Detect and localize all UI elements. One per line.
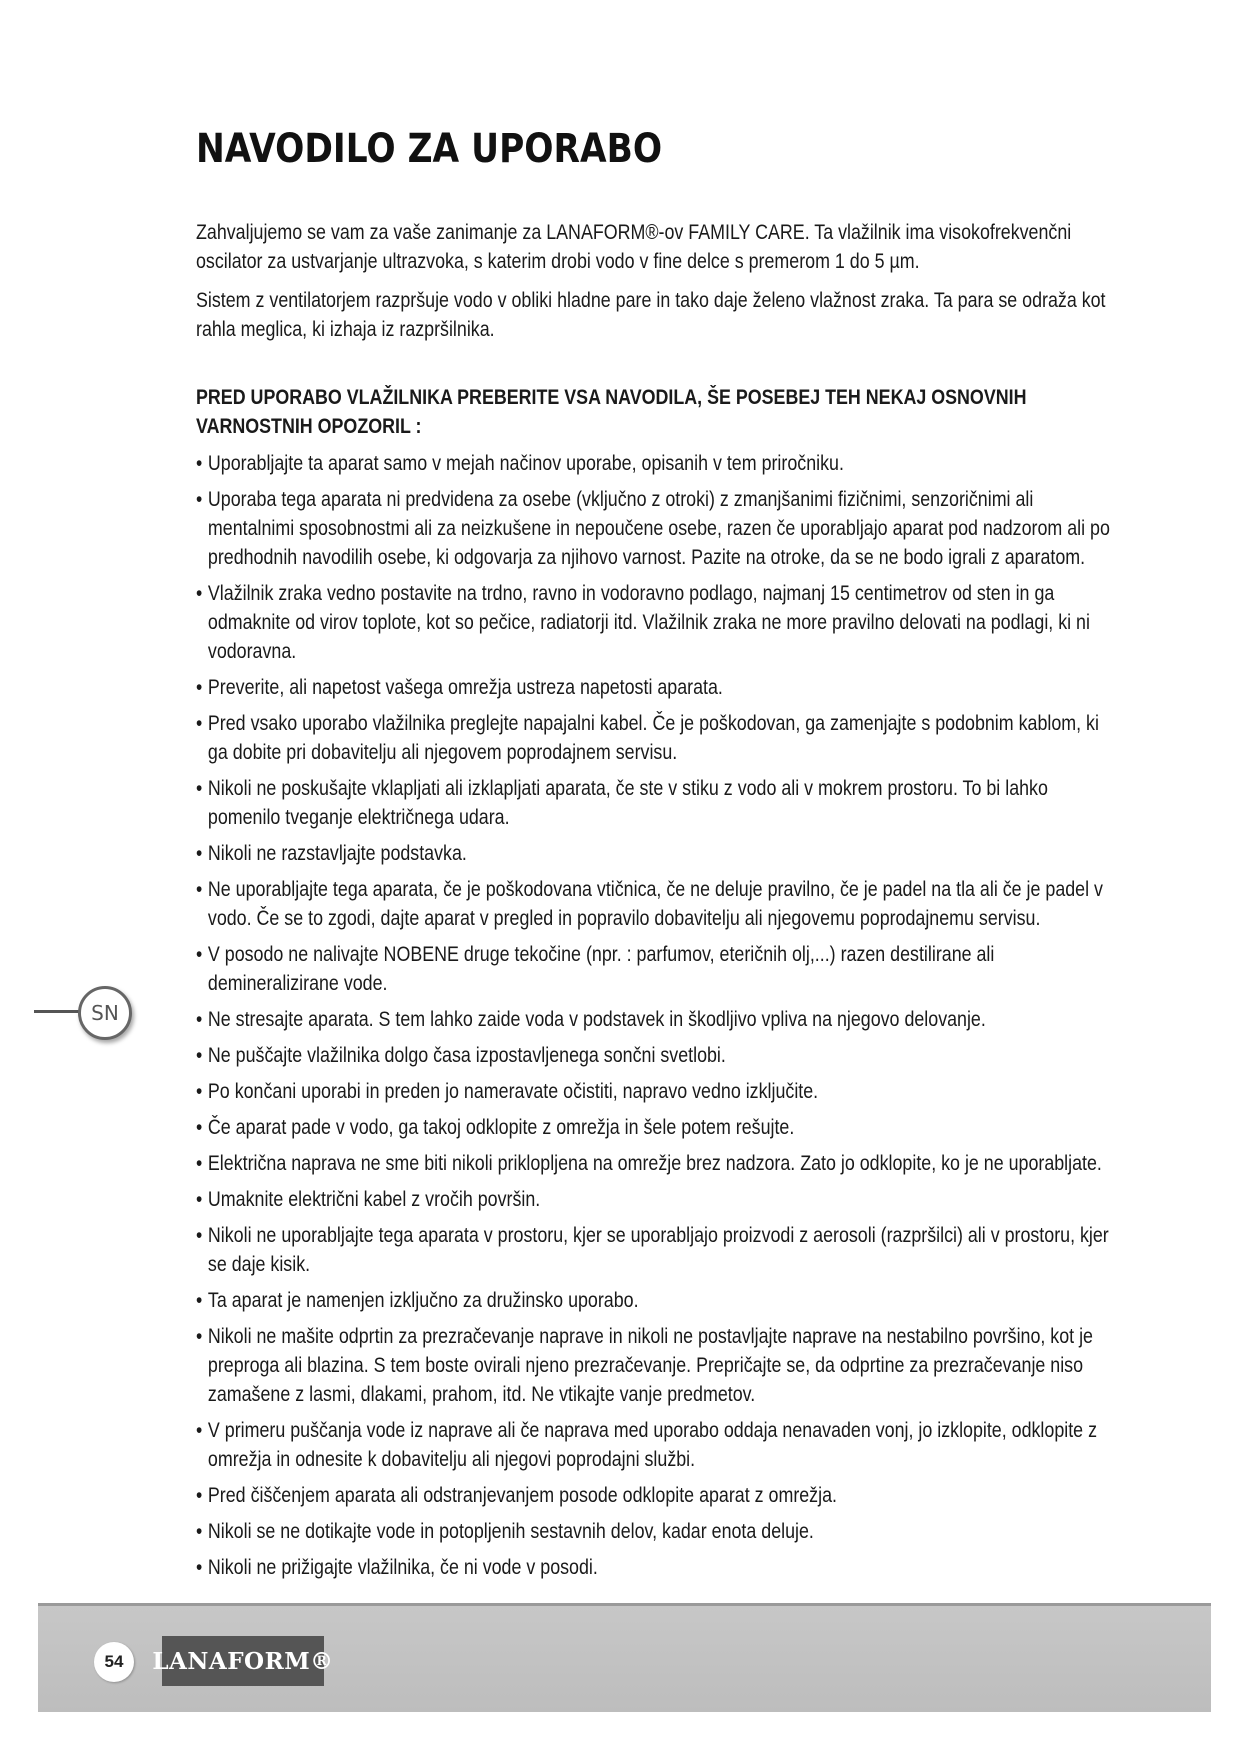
safety-rule-item <box>196 1221 1114 1279</box>
bullet-icon: • <box>196 1520 203 1543</box>
safety-rule-text: Nikoli ne poskušajte vklapljati ali izklapljati aparata, če ste v stiku z vodo ali v mokrem prostoru. To bi lahko pomenilo tveganje električnega udara. <box>207 777 1048 829</box>
safety-rule-text: Pred čiščenjem aparata ali odstranjevanjem posode odklopite aparat z omrežja. <box>207 1484 837 1507</box>
safety-rule-text: Uporaba tega aparata ni predvidena za osebe (vključno z otroki) z zmanjšanimi fizičnimi, senzoričnimi ali mentalnimi sposobnostmi ali za neizkušene in nepoučene osebe, razen če uporabljajo aparat pod nadzorom ali po predhodnih navodilih osebe, ki odgovarja za njihovo varnost. Pazite na otroke, da se ne bodo igrali z aparatom. <box>207 488 1110 569</box>
page-title: NAVODILO ZA UPORABO <box>196 126 663 172</box>
safety-rule-item <box>196 1286 1114 1315</box>
intro-section <box>196 218 1114 354</box>
safety-rule-item <box>196 1005 1114 1034</box>
intro-paragraph: Zahvaljujemo se vam za vaše zanimanje za LANAFORM®-ov FAMILY CARE. Ta vlažilnik ima visokofrekvenčni oscilator za ustvarjanje ultrazvoka, s katerim drobi vodo v fine delce s premerom 1 do 5 µm. <box>196 221 1072 273</box>
safety-rule-text: V posodo ne nalivajte NOBENE druge tekočine (npr. : parfumov, eteričnih olj,...) razen destilirane ali demineralizirane vode. <box>207 943 995 995</box>
safety-rule-item <box>196 1553 1114 1582</box>
tab-connector-line <box>34 1010 82 1013</box>
safety-rule-item <box>196 485 1114 572</box>
bullet-icon: • <box>196 943 203 966</box>
safety-rule-item <box>196 1481 1114 1510</box>
safety-rule-text: Pred vsako uporabo vlažilnika preglejte napajalni kabel. Če je poškodovan, ga zamenjajte s podobnim kablom, ki ga dobite pri dobavitelju ali njegovem poprodajnem servisu. <box>207 712 1099 764</box>
safety-rule-text: V primeru puščanja vode iz naprave ali če naprava med uporabo oddaja nenavaden vonj, jo izklopite, odklopite z omrežja in odnesite k dobavitelju ali njegovi poprodajni službi. <box>207 1419 1097 1471</box>
safety-rule-item <box>196 875 1114 933</box>
safety-rule-item <box>196 1041 1114 1070</box>
safety-rule-text: Ta aparat je namenjen izključno za družinsko uporabo. <box>207 1289 639 1312</box>
bullet-icon: • <box>196 1419 203 1442</box>
safety-rule-text: Nikoli ne razstavljajte podstavka. <box>207 842 467 865</box>
page-number: 54 <box>94 1642 134 1682</box>
safety-rule-text: Uporabljajte ta aparat samo v mejah načinov uporabe, opisanih v tem priročniku. <box>207 452 844 475</box>
safety-rule-text: Nikoli ne mašite odprtin za prezračevanje naprave in nikoli ne postavljajte naprave na nestabilno površino, kot je preproga ali blazina. S tem boste ovirali njeno prezračevanje. Prepričajte se, da odprtine za prezračevanje niso zamašene z lasmi, dlakami, prahom, itd. Ne vtikajte vanje predmetov. <box>207 1325 1093 1406</box>
bullet-icon: • <box>196 1556 203 1579</box>
safety-rule-text: Preverite, ali napetost vašega omrežja ustreza napetosti aparata. <box>207 676 723 699</box>
safety-rule-item <box>196 449 1114 478</box>
bullet-icon: • <box>196 1080 203 1103</box>
language-tab-label: SN <box>78 986 132 1040</box>
safety-rule-item <box>196 774 1114 832</box>
safety-rule-item <box>196 940 1114 998</box>
safety-rule-item <box>196 1113 1114 1142</box>
bullet-icon: • <box>196 842 203 865</box>
safety-rules-list <box>196 449 1114 1589</box>
safety-rule-text: Ne uporabljajte tega aparata, če je poškodovana vtičnica, če ne deluje pravilno, če je padel na tla ali če je padel v vodo. Če se to zgodi, dajte aparat v pregled in popravilo dobavitelju ali njegovemu poprodajnemu servisu. <box>207 878 1103 930</box>
safety-rule-item <box>196 1149 1114 1178</box>
safety-warning-heading: PRED UPORABO VLAŽILNIKA PREBERITE VSA NAVODILA, ŠE POSEBEJ TEH NEKAJ OSNOVNIH VARNOSTNIH OPOZORIL : <box>196 386 1027 438</box>
safety-rule-text: Električna naprava ne sme biti nikoli priklopljena na omrežje brez nadzora. Zato jo odklopite, ko je ne uporabljate. <box>207 1152 1102 1175</box>
bullet-icon: • <box>196 582 203 605</box>
bullet-icon: • <box>196 878 203 901</box>
bullet-icon: • <box>196 1044 203 1067</box>
safety-rule-text: Nikoli ne uporabljajte tega aparata v prostoru, kjer se uporabljajo proizvodi z aerosoli (razpršilci) ali v prostoru, kjer se daje kisik. <box>207 1224 1109 1276</box>
safety-rule-item <box>196 673 1114 702</box>
brand-logo: LANAFORM® <box>162 1636 324 1686</box>
bullet-icon: • <box>196 1484 203 1507</box>
bullet-icon: • <box>196 1008 203 1031</box>
safety-rule-text: Ne stresajte aparata. S tem lahko zaide voda v podstavek in škodljivo vpliva na njegovo delovanje. <box>207 1008 986 1031</box>
safety-rule-item <box>196 839 1114 868</box>
safety-rule-text: Vlažilnik zraka vedno postavite na trdno, ravno in vodoravno podlago, najmanj 15 centimetrov od sten in ga odmaknite od virov toplote, kot so pečice, radiatorji itd. Vlažilnik zraka ne more pravilno delovati na podlagi, ki ni vodoravna. <box>207 582 1090 663</box>
safety-rule-text: Umaknite električni kabel z vročih površin. <box>207 1188 541 1211</box>
safety-rule-text: Ne puščajte vlažilnika dolgo časa izpostavljenega sončni svetlobi. <box>207 1044 726 1067</box>
safety-rule-text: Če aparat pade v vodo, ga takoj odklopite z omrežja in šele potem rešujte. <box>207 1116 795 1139</box>
safety-rule-text: Nikoli se ne dotikajte vode in potopljenih sestavnih delov, kadar enota deluje. <box>207 1520 814 1543</box>
bullet-icon: • <box>196 1116 203 1139</box>
bullet-icon: • <box>196 676 203 699</box>
safety-rule-text: Nikoli ne prižigajte vlažilnika, če ni vode v posodi. <box>207 1556 598 1579</box>
bullet-icon: • <box>196 777 203 800</box>
bullet-icon: • <box>196 488 203 511</box>
safety-rule-item <box>196 1322 1114 1409</box>
bullet-icon: • <box>196 1224 203 1247</box>
bullet-icon: • <box>196 1289 203 1312</box>
bullet-icon: • <box>196 1152 203 1175</box>
safety-rule-item <box>196 1077 1114 1106</box>
safety-rule-item <box>196 1517 1114 1546</box>
bullet-icon: • <box>196 452 203 475</box>
intro-paragraph: Sistem z ventilatorjem razpršuje vodo v obliki hladne pare in tako daje želeno vlažnost zraka. Ta para se odraža kot rahla meglica, ki izhaja iz razpršilnika. <box>196 289 1106 341</box>
safety-rule-item <box>196 1185 1114 1214</box>
safety-rule-text: Po končani uporabi in preden jo nameravate očistiti, napravo vedno izključite. <box>207 1080 819 1103</box>
safety-rule-item <box>196 1416 1114 1474</box>
language-tab <box>34 984 134 1040</box>
safety-rule-item <box>196 709 1114 767</box>
bullet-icon: • <box>196 1188 203 1211</box>
bullet-icon: • <box>196 1325 203 1348</box>
bullet-icon: • <box>196 712 203 735</box>
safety-rule-item <box>196 579 1114 666</box>
